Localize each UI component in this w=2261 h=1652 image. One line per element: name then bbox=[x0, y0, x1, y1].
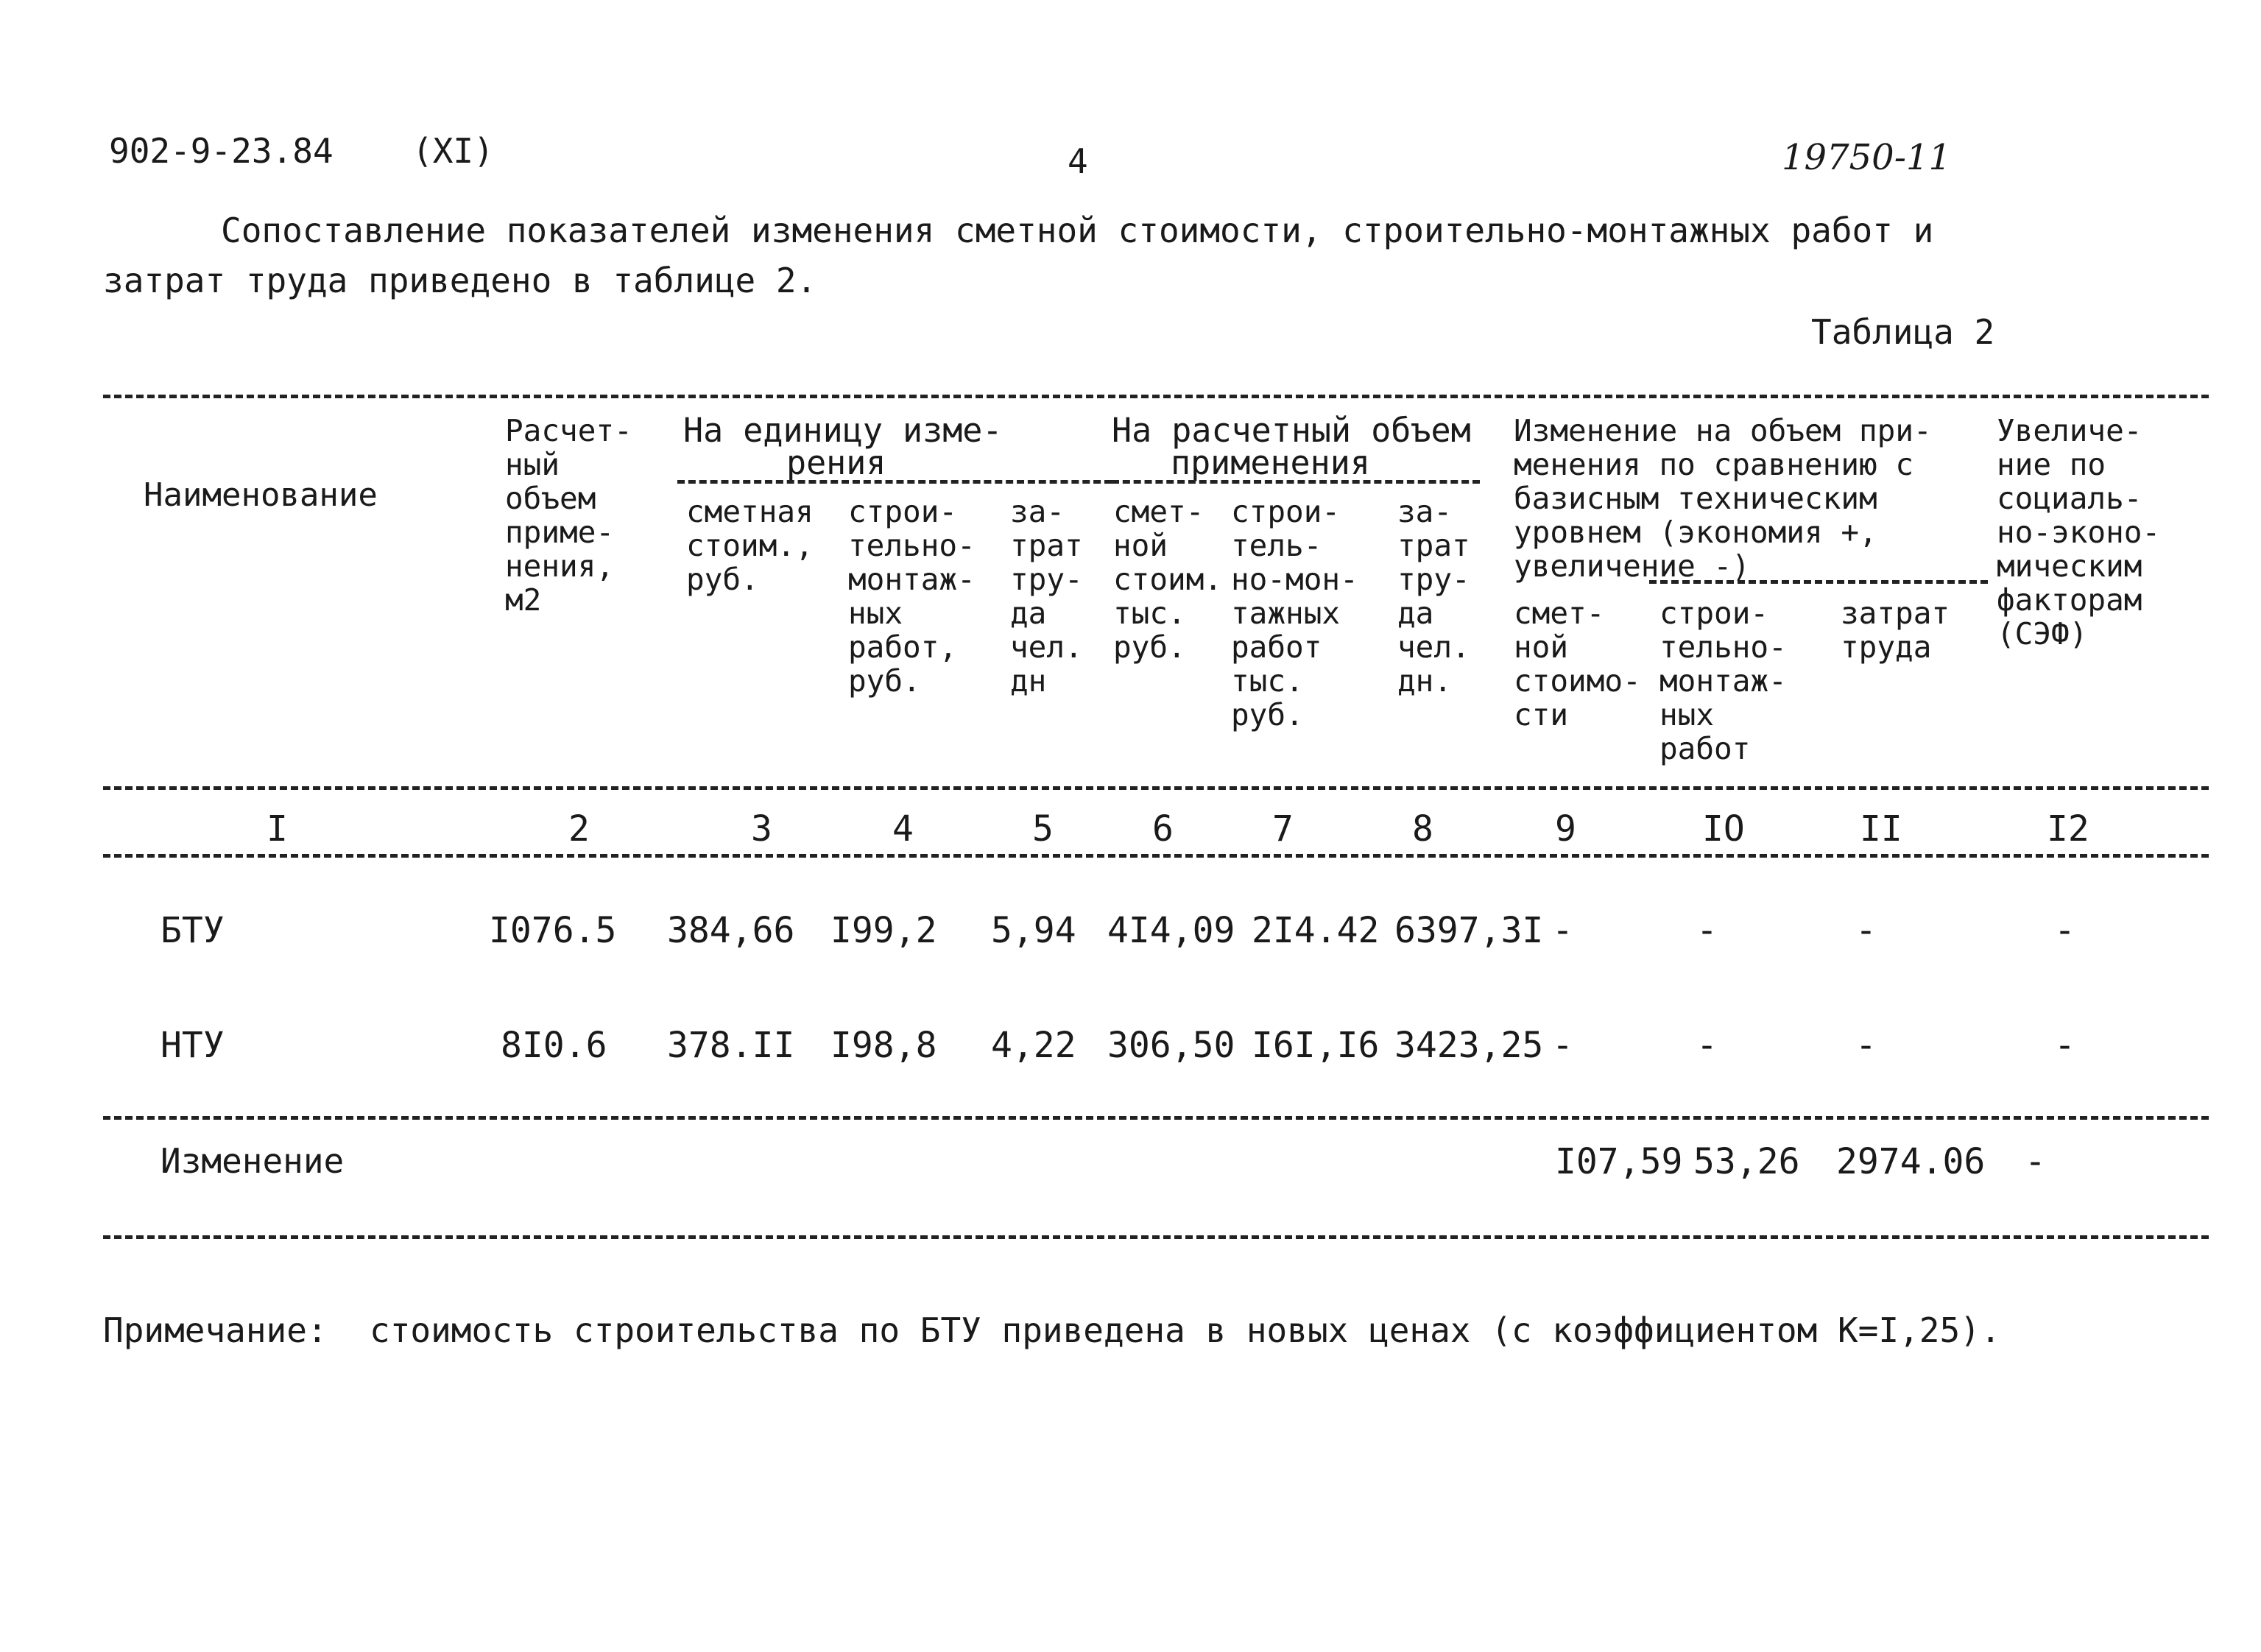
table-cell: 3423,25 bbox=[1394, 1025, 1544, 1066]
column-number: 4 bbox=[892, 808, 914, 850]
header-per-volume-group-2: применения bbox=[1171, 443, 1370, 482]
header-sef: Увеличе- ние по социаль- но-эконо- мическим факторам (СЭФ) bbox=[1997, 413, 2161, 652]
header-calc-volume: Расчет- ный объем приме- нения, м2 bbox=[505, 413, 632, 618]
table-cell: - bbox=[1855, 910, 1877, 951]
note-label: Примечание: bbox=[103, 1310, 328, 1350]
header-per-volume-labor: за- трат тру- да чел. дн. bbox=[1397, 494, 1470, 699]
table-cell: 4I4,09 bbox=[1107, 910, 1235, 951]
per-unit-group-rule bbox=[677, 480, 1112, 484]
header-change-cost: смет- ной стоимо- сти bbox=[1514, 596, 1641, 733]
column-number: 3 bbox=[751, 808, 772, 850]
header-change-group: Изменение на объем при- менения по сравнению с базисным техническим уровнем (экономия +, увеличение -) bbox=[1514, 413, 1932, 584]
page-number: 4 bbox=[1068, 141, 1088, 181]
table-cell: 8I0.6 bbox=[501, 1025, 607, 1066]
section-code: (XI) bbox=[412, 131, 494, 171]
table-cell: 5,94 bbox=[991, 910, 1076, 951]
handwritten-number: 19750-11 bbox=[1782, 137, 1951, 178]
table-cell: 384,66 bbox=[667, 910, 795, 951]
table-cell: 4,22 bbox=[991, 1025, 1076, 1066]
header-per-unit-cost: сметная стоим., руб. bbox=[686, 494, 814, 597]
table-cell: 306,50 bbox=[1107, 1025, 1235, 1066]
table-bottom-rule bbox=[103, 1235, 2209, 1239]
column-number: 9 bbox=[1555, 808, 1576, 850]
table-cell: I6I,I6 bbox=[1252, 1025, 1380, 1066]
table-caption: Таблица 2 bbox=[1811, 312, 1995, 352]
table-cell: 378.II bbox=[667, 1025, 795, 1066]
column-number: 6 bbox=[1152, 808, 1174, 850]
table-cell: 2974.06 bbox=[1836, 1141, 1986, 1182]
header-name: Наименование bbox=[144, 476, 378, 514]
table-cell: 53,26 bbox=[1693, 1141, 1800, 1182]
note-text: стоимость строительства по БТУ приведена в новых ценах (с коэффициентом К=I,25). bbox=[370, 1310, 2001, 1350]
column-number: II bbox=[1860, 808, 1902, 850]
change-group-rule bbox=[1649, 580, 1988, 584]
row-name: Изменение bbox=[161, 1141, 345, 1181]
header-change-construction: строи- тельно- монтаж- ных работ bbox=[1659, 596, 1787, 766]
table-cell: - bbox=[1552, 1025, 1573, 1066]
column-number: 7 bbox=[1272, 808, 1294, 850]
table-cell: - bbox=[1696, 1025, 1718, 1066]
header-per-unit-construction: строи- тельно- монтаж- ных работ, руб. bbox=[848, 494, 976, 699]
header-per-unit-group-1: На единицу изме- bbox=[683, 411, 1003, 450]
table-cell: - bbox=[1855, 1025, 1877, 1066]
table-cell: - bbox=[1696, 910, 1718, 951]
table-cell: 6397,3I bbox=[1394, 910, 1544, 951]
table-cell: I07,59 bbox=[1555, 1141, 1683, 1182]
header-per-volume-construction: строи- тель- но-мон- тажных работ тыс. руб. bbox=[1231, 494, 1358, 733]
column-number: IO bbox=[1702, 808, 1745, 850]
column-number: I bbox=[267, 808, 288, 850]
table-cell: - bbox=[2054, 910, 2075, 951]
row-name: НТУ bbox=[161, 1025, 225, 1066]
table-cell: 2I4.42 bbox=[1252, 910, 1380, 951]
document-code: 902-9-23.84 bbox=[109, 131, 334, 171]
header-per-volume-group-1: На расчетный объем bbox=[1112, 411, 1471, 450]
table-cell: I076.5 bbox=[489, 910, 617, 951]
table-cell: I98,8 bbox=[830, 1025, 937, 1066]
per-volume-group-rule bbox=[1112, 480, 1480, 484]
row-name: БТУ bbox=[161, 910, 225, 951]
rows-bottom-rule bbox=[103, 1116, 2209, 1120]
column-number: 2 bbox=[568, 808, 590, 850]
column-number-rule bbox=[103, 854, 2209, 858]
header-change-labor: затрат труда bbox=[1841, 596, 1950, 665]
header-per-unit-labor: за- трат тру- да чел. дн bbox=[1010, 494, 1083, 699]
table-cell: - bbox=[2025, 1141, 2046, 1182]
table-cell: - bbox=[2054, 1025, 2075, 1066]
column-number: 8 bbox=[1412, 808, 1433, 850]
header-per-volume-cost: смет- ной стоим. тыс. руб. bbox=[1113, 494, 1223, 665]
header-bottom-rule bbox=[103, 786, 2209, 790]
header-per-unit-group-2: рения bbox=[786, 443, 886, 482]
table-cell: I99,2 bbox=[830, 910, 937, 951]
intro-line-2: затрат труда приведено в таблице 2. bbox=[103, 261, 817, 300]
column-number: I2 bbox=[2047, 808, 2089, 850]
column-number: 5 bbox=[1032, 808, 1054, 850]
intro-line-1: Сопоставление показателей изменения сметной стоимости, строительно-монтажных работ и bbox=[221, 211, 1934, 250]
table-top-rule bbox=[103, 395, 2209, 398]
table-cell: - bbox=[1552, 910, 1573, 951]
